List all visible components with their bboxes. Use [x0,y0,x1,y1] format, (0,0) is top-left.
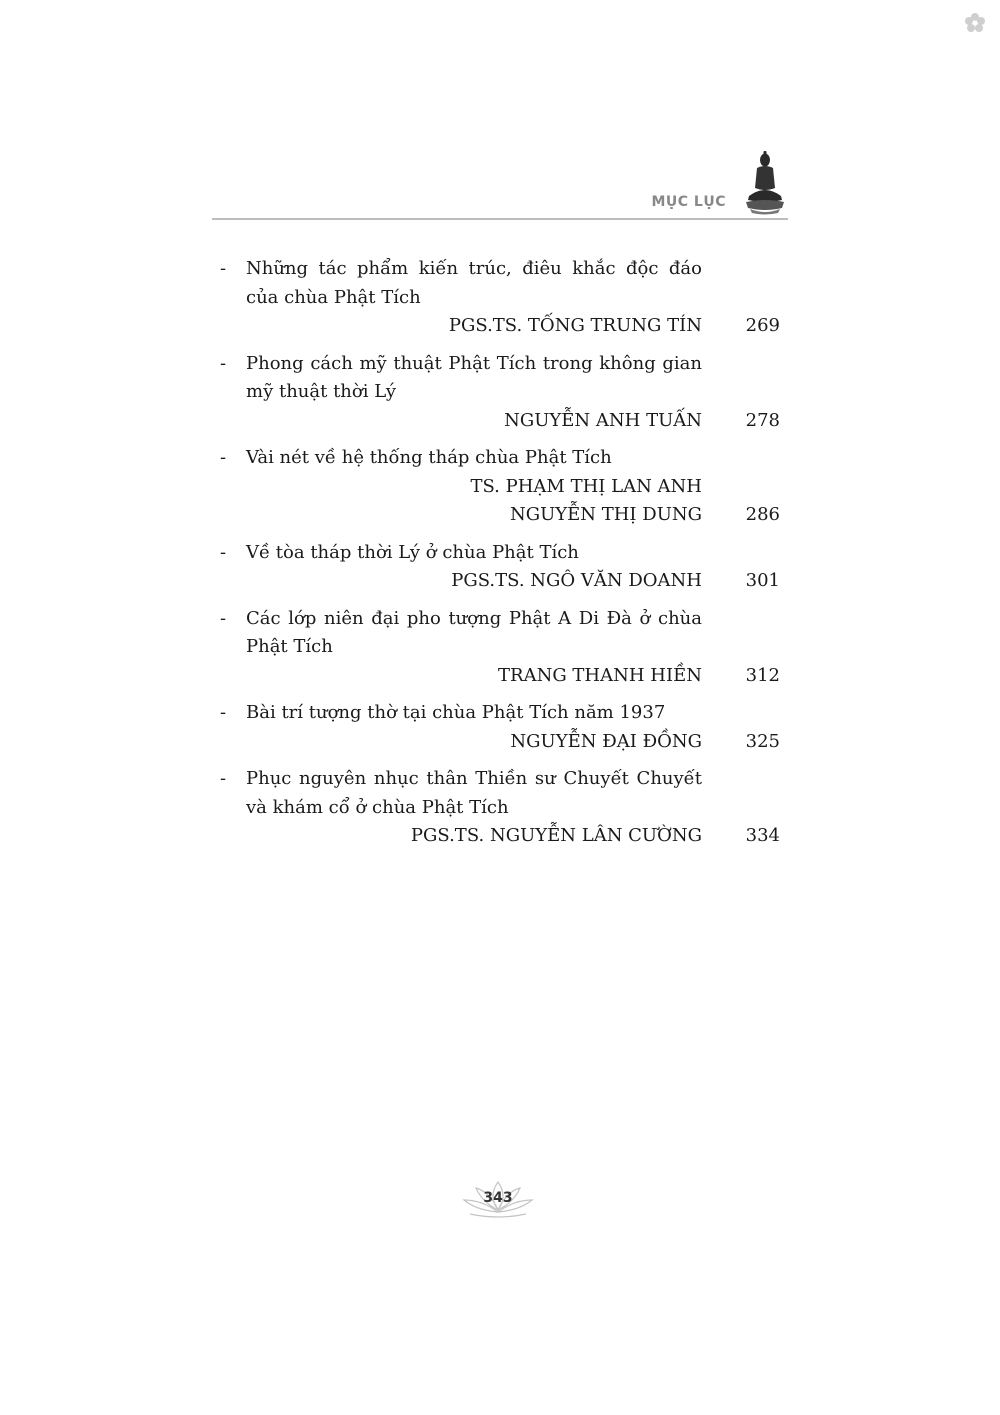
entry-author: NGUYỄN ANH TUẤN [504,409,702,431]
entry-dash: - [220,607,227,629]
toc-entry [220,539,780,596]
header-title: MỤC LỤC [651,194,726,210]
entry-page-number: 334 [745,825,780,846]
entry-title: Phục nguyên nhục thân Thiền sư Chuyết Chuyết và khám cổ ở chùa Phật Tích [246,768,702,818]
entry-author: NGUYỄN THỊ DUNG [509,504,702,525]
entry-title: Phong cách mỹ thuật Phật Tích trong không gian mỹ thuật thời Lý [246,352,702,402]
buddha-statue-icon [744,150,786,216]
entry-page-number: 269 [745,315,780,336]
toc-entry [220,699,780,756]
entry-dash: - [220,258,227,279]
entry-author: TRANG THANH HIỀN [498,664,702,686]
toc-entry [220,350,780,436]
toc-entry [220,444,780,530]
toc-entry [220,255,780,341]
entry-title: Bài trí tượng thờ tại chùa Phật Tích năm 1937 [246,702,666,723]
entry-dash: - [220,768,227,789]
entry-title: Về tòa tháp thời Lý ở chùa Phật Tích [246,541,579,563]
entry-dash: - [220,352,227,374]
toc-entry [220,605,780,691]
entry-page-number: 278 [745,409,780,431]
entry-page-number: 325 [745,730,780,752]
entry-dash: - [220,447,227,468]
entry-author: NGUYỄN ĐẠI ĐỒNG [510,730,702,752]
entry-author: PGS.TS. NGUYỄN LÂN CƯỜNG [410,825,702,846]
entry-page-number: 286 [745,504,780,525]
entry-dash: - [220,541,227,563]
header-rule [212,218,788,220]
entry-title: Những tác phẩm kiến trúc, điêu khắc độc đáo của chùa Phật Tích [246,258,702,308]
entry-dash: - [220,702,227,723]
flower-icon [964,12,986,34]
entry-author: PGS.TS. TỐNG TRUNG TÍN [448,315,702,336]
page-header [212,150,788,222]
table-of-contents [220,255,780,860]
page-footer [460,1178,536,1220]
entry-page-number: 312 [745,664,780,686]
entry-author: PGS.TS. NGÔ VĂN DOANH [451,570,702,591]
toc-entry [220,765,780,851]
page-number: 343 [483,1190,513,1206]
entry-page-number: 301 [745,570,780,591]
entry-author: TS. PHẠM THỊ LAN ANH [470,475,702,497]
entry-title: Vài nét về hệ thống tháp chùa Phật Tích [246,447,612,468]
entry-title: Các lớp niên đại pho tượng Phật A Di Đà ở chùa Phật Tích [246,607,702,657]
